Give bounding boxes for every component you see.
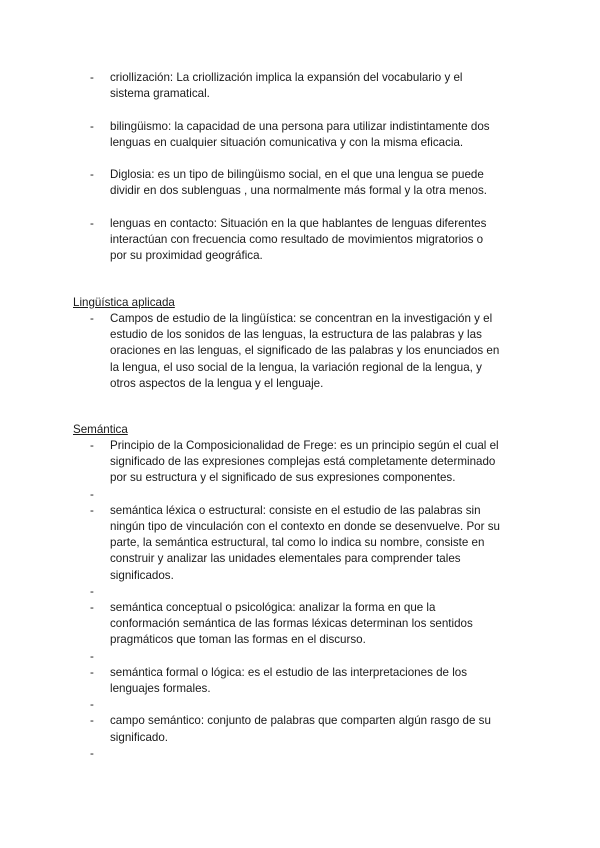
list-bullet: -: [90, 71, 94, 84]
list-item-empty: [0, 649, 500, 665]
list-bullet: -: [90, 649, 94, 663]
list-bullet: -: [90, 746, 94, 760]
list-item: [0, 167, 500, 199]
list-bullet: -: [90, 503, 94, 517]
list-bullet: -: [90, 168, 94, 182]
list-bullet: -: [90, 312, 94, 325]
list-item: [0, 438, 500, 487]
list-item: [0, 311, 500, 392]
list-item: [0, 216, 500, 265]
list-bullet: -: [90, 216, 94, 230]
semantics-list: [0, 438, 500, 762]
list-item-text: semántica léxica o estructural: consiste en el estudio de las palabras sin ningún tipo de vinculación con el contexto en donde se desenvuelve. Por su parte, la semántica estructural, tal como lo indica su nombre, consiste en construir y analizar las unidades elementales para comprender tales significados.: [110, 503, 500, 582]
list-bullet: -: [90, 487, 94, 501]
list-item-empty: [0, 697, 500, 713]
list-item-text: campo semántico: conjunto de palabras que comparten algún rasgo de su significado.: [110, 714, 491, 744]
list-bullet: -: [90, 119, 94, 133]
list-item-text: bilingüismo: la capacidad de una persona para utilizar indistintamente dos lenguas en cualquier situación comunicativa y con la misma eficacia.: [110, 119, 490, 149]
list-item-text: criollización: La criollización implica la expansión del vocabulario y el sistema gramatical.: [110, 71, 463, 101]
list-item-text: semántica formal o lógica: es el estudio de las interpretaciones de los lenguajes formales.: [110, 665, 468, 695]
list-item: [0, 600, 500, 649]
list-bullet: -: [90, 439, 94, 452]
section-heading-semantica: Semántica: [73, 423, 128, 436]
list-item: [0, 665, 500, 697]
list-bullet: -: [90, 584, 94, 598]
list-item-empty: [0, 487, 500, 503]
list-bullet: -: [90, 665, 94, 679]
list-item: [0, 713, 500, 745]
applied-linguistics-list: [0, 311, 500, 392]
list-bullet: -: [90, 714, 94, 728]
list-item-text: Diglosia: es un tipo de bilingüismo social, en el que una lengua se puede dividir en dos sublenguas , una normalmente más formal y la otra menos.: [110, 168, 487, 198]
list-item-empty: [0, 746, 500, 762]
list-bullet: -: [90, 601, 94, 614]
list-item: [0, 119, 500, 151]
list-item: [0, 70, 500, 102]
list-item-empty: [0, 584, 500, 600]
list-item-text: lenguas en contacto: Situación en la que hablantes de lenguas diferentes interactúan con frecuencia como resultado de movimientos migratorios o por su proximidad geográfica.: [110, 216, 487, 263]
list-item-text: Campos de estudio de la lingüística: se concentran en la investigación y el estudio de los sonidos de las lenguas, la estructura de las palabras y las oraciones en las lenguas, el significado de las palabras y los enunciados en la lengua, el uso social de la lengua, la variación regional de la lengua, y otros aspectos de la lengua y el lenguaje.: [110, 312, 500, 390]
section-heading-linguistica-aplicada: Lingüística aplicada: [73, 296, 175, 309]
contact-languages-list: [0, 70, 500, 264]
list-item-text: semántica conceptual o psicológica: analizar la forma en que la conformación semántica de las formas léxicas determinan los sentidos pragmáticos que toman las formas en el discurso.: [110, 601, 473, 647]
list-item: [0, 503, 500, 584]
list-item-text: Principio de la Composicionalidad de Frege: es un principio según el cual el significado de las expresiones complejas está completamente determinado por su estructura y el significado de sus expresiones componentes.: [110, 439, 499, 485]
list-bullet: -: [90, 698, 94, 712]
